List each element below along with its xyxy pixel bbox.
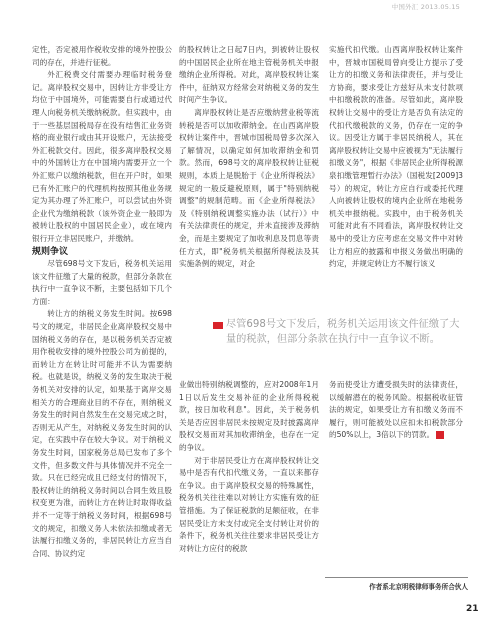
paragraph: 离岸股权转让是否应缴纳营业税等流转税是否可以加收滞纳金。在山西离岸股权转让案件中，晋城市国税局曾多次深入了解情况，以确定如何加收滞纳金和罚款。然而，698号文的离岸股权转让征税规则，本质上是脱胎于《企业所得税法》规定的一般反避税原则，属于"特别纳税调整"的规制范畴。而《企业所得税法》及《特别纳税调整实施办法（试行）》中有关法律责任的规定，并未直接涉及滞纳金，而是主要规定了加收利息及罚息等责任方式，即"税务机关根据所得税法及其实施条例的规定，对企	[179, 107, 319, 269]
paragraph: 业做出特别纳税调整的，应对2008年1月1日以后发生交易补征的企业所得税税款，按日加收利息"。因此，关于税务机关是否应因非居民未按规定及时披露离岸股权交易而对其加收滞纳金，也存在一定的争议。	[179, 380, 319, 452]
column-1	[32, 44, 172, 560]
column-3-lower	[329, 379, 463, 442]
paragraph-final	[329, 379, 463, 442]
paragraph: 定性，否定被用作税收安排的境外控股公司的存在，并进行征税。	[32, 45, 172, 67]
column-3	[329, 44, 463, 271]
page-number: 21	[466, 604, 479, 614]
paragraph: 对于非居民受让方在离岸股权转让交易中是否有代扣代缴义务，一直以来都存在争议。由于离岸股权交易的特殊属性，税务机关往往难以对转让方实施有效的征管措施。为了保证税款的足额征收，在非居民受让方未支付或完全支付转让对价的条件下，税务机关往往要求非居民受让方对转让方应付的税款	[179, 455, 319, 553]
paragraph: 实施代扣代缴。山西离岸股权转让案件中，晋城市国税局曾向受让方提示了受让方的扣缴义务和法律责任，并与受让方协商，要求受让方兹好从未支付款项中扣缴税款的准备。尽管如此，离岸股权转让交易中的受让方是否负有法定的代扣代缴税款的义务，仍存在一定的争议。因受让方属于非居民纳税人，其在离岸股权转让交易中应被视为"无法履行扣缴义务"，根据《非居民企业所得税源泉扣缴管理暂行办法》（国税发[2009]3号）的规定，转让方应自行或委托代理人向被转让股权的境内企业所在地税务机关申报纳税。实践中，由于税务机关可能对此有不同看法，离岸股权转让交易中的受让方应考虑在交易文件中对转让方相应的披露和申报义务做出明确的约定，并规定转让方不履行该义	[329, 45, 463, 269]
paragraph: 转让方的纳税义务发生时间。按698号文的规定，非居民企业离岸股权交易中国纳税义务的存在，是以税务机关否定被用作税收安排的境外控股公司为前提的，而转让方在转让时可能并不认为需要纳税。也就是说，纳税义务的发生取决于税务机关对安排的认定，如果基于离岸交易相关方的合理商业目的不存在，则纳税义务发生的时间自然发生在交易完成之时，否则无从产生，对纳税义务发生时间的认定，在实践中存在较大争议。对于纳税义务发生时间，国家税务总局已发布了多个文件，但多数文件与具体情况并不完全一致。只在已经完成且已经支付的情况下，股权转让的纳税义务时间以合同生效且股权变更为准，而转让方在转让时取得收益并不一定等于纳税义务时间，根据698号文的规定，扣缴义务人未依法扣缴或者无法履行扣缴义务的，非居民转让方应当自合同、协议约定	[32, 309, 172, 558]
end-of-article-icon	[436, 431, 444, 439]
page-header	[0, 0, 488, 16]
author-note: 作者系北京明税律师事务所合伙人	[325, 577, 468, 591]
section-heading: 规则争议	[32, 246, 69, 257]
column-2	[179, 44, 319, 271]
paragraph-text: 务而使受让方遭受损失时的法律责任，以缓解潜在的税务风险。根据税收征管法的规定，如果受让方有扣缴义务而不履行，则可能被处以应扣未扣税款部分的50%以上，3倍以下的罚款。	[329, 380, 463, 440]
column-2-lower	[179, 379, 319, 555]
paragraph: 尽管698号文下发后，税务机关运用该文件征缴了大量的税款，但部分条款在执行中一直争议不断，主要包括如下几个方面：	[32, 259, 172, 306]
paragraph: 的股权转让之日起7日内，到被转让股权的中国居民企业所在地主管税务机关申报缴纳企业所得税。对此，离岸股权转让案件中，征纳双方经常会对纳税义务的发生时间产生争议。	[179, 45, 319, 105]
journal-issue: 中国外汇 2013.05.15	[391, 3, 460, 11]
quote-marker-icon	[213, 322, 223, 329]
paragraph: 外汇税费交付需要办理临时税务登记。离岸股权交易中，因转让方非受让方均位于中国境外，可能需要自行或通过代理人向税务机关缴纳税款。但实践中，由于一些基层国税局存在没有结售汇业务资格的商业银行或由其开设账户，无法接受外汇税款交付。因此，很多离岸股权交易中的外国转让方在中国境内需要开立一个外汇账户以缴纳税款，但在开户时，如果已有外汇账户的代理机构按照其他业务规定为其办理了外汇账户，可以尝试由外资企业代为缴纳税款（该外资企业一般即为被转让股权的中国居民企业），或在境内银行开立非居民账户，并缴纳。	[32, 70, 172, 243]
pull-quote-text: 尽管698号文下发后，税务机关运用该文件征缴了大量的税款，但部分条款在执行中一直争议不断。	[226, 319, 460, 345]
pull-quote	[213, 317, 469, 347]
